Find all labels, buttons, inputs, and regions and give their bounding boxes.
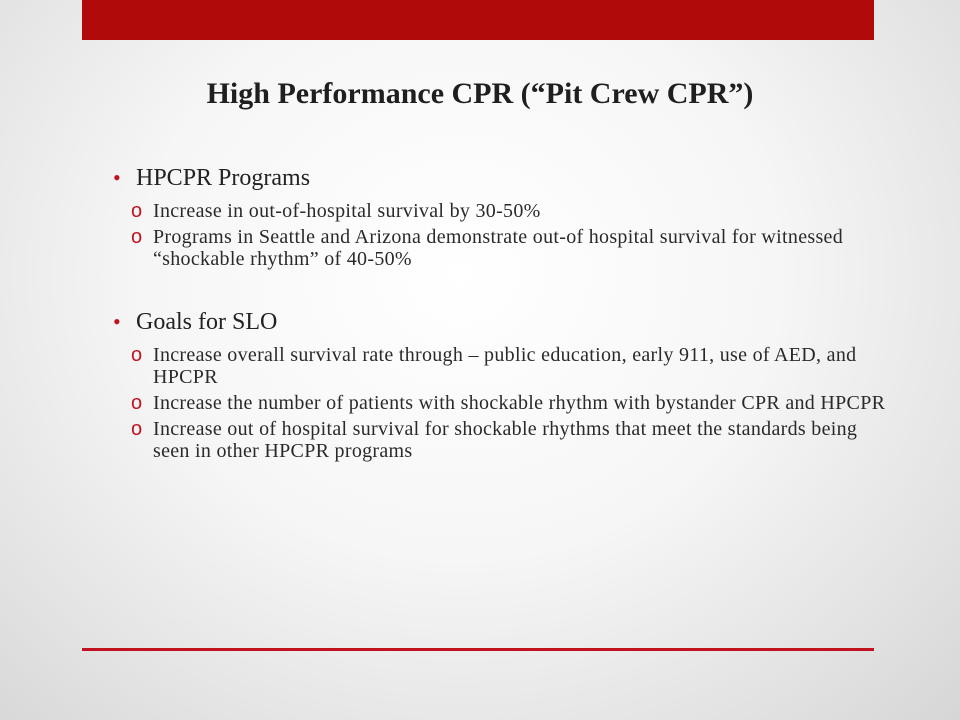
sub-bullet — [131, 418, 893, 462]
sub-bullet-text: Increase in out-of-hospital survival by 30-50% — [153, 200, 541, 222]
bottom-divider — [82, 648, 874, 651]
sub-bullet — [131, 226, 893, 270]
sub-bullet-text: Programs in Seattle and Arizona demonstrate out-of hospital survival for witnessed “shockable rhythm” of 40-50% — [153, 226, 844, 270]
top-accent-bar — [82, 0, 874, 40]
bullet-heading — [113, 160, 893, 196]
bullet-heading-text: Goals for SLO — [136, 309, 278, 335]
bullet-heading-text: HPCPR Programs — [136, 165, 311, 191]
bullet-heading — [113, 304, 893, 340]
bullet-icon: • — [113, 309, 121, 334]
sub-bullet-icon: o — [131, 226, 143, 248]
sub-bullet-text: Increase out of hospital survival for shockable rhythms that meet the standards being seen in other HPCPR programs — [153, 418, 858, 462]
slide-title: High Performance CPR (“Pit Crew CPR”) — [206, 77, 754, 110]
slide-content — [113, 160, 893, 462]
sub-bullet — [131, 200, 893, 222]
section-goals-for-slo — [113, 304, 893, 462]
sub-bullet — [131, 344, 893, 388]
section-hpcpr-programs — [113, 160, 893, 270]
sub-bullet-icon: o — [131, 344, 143, 366]
sub-bullet-text: Increase overall survival rate through – public education, early 911, use of AED, and HPCPR — [153, 344, 857, 388]
sub-bullet-icon: o — [131, 200, 143, 222]
bullet-icon: • — [113, 165, 121, 190]
sub-bullet-icon: o — [131, 392, 143, 414]
sub-bullet — [131, 392, 893, 414]
sub-bullet-icon: o — [131, 418, 143, 440]
sub-bullet-text: Increase the number of patients with shockable rhythm with bystander CPR and HPCPR — [153, 392, 886, 414]
